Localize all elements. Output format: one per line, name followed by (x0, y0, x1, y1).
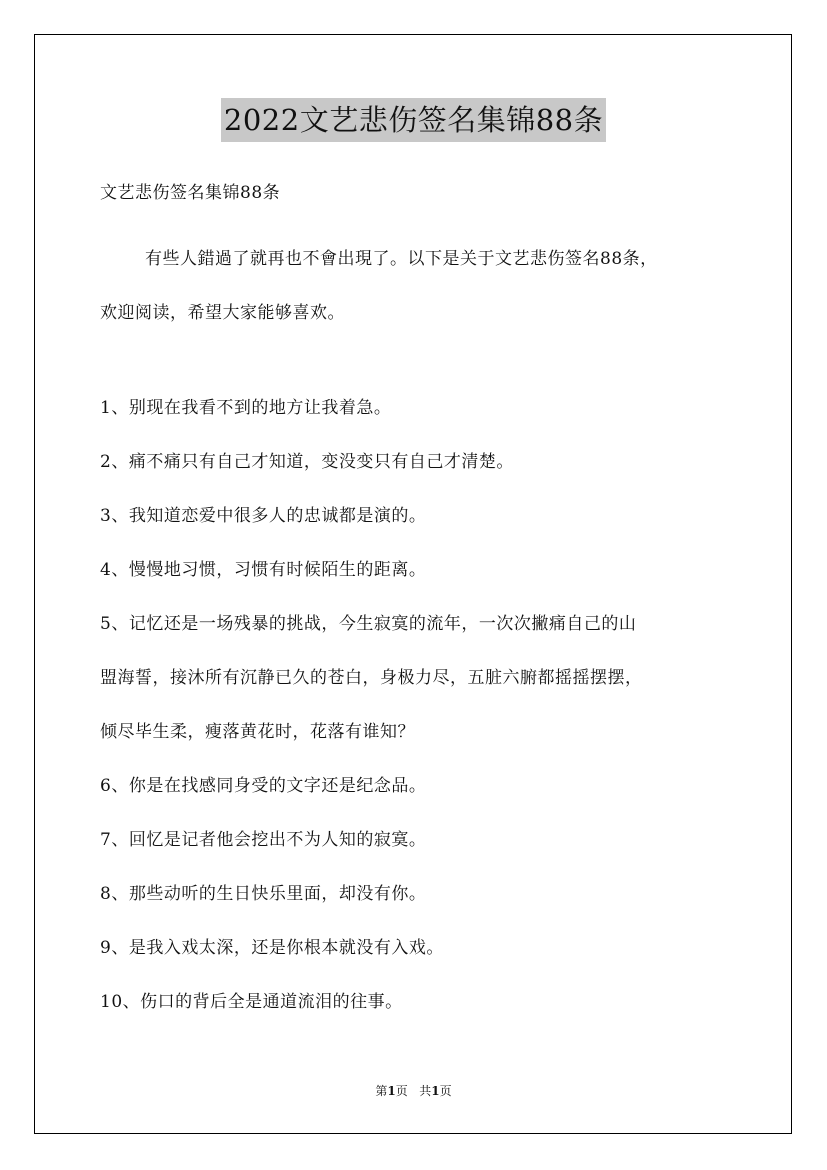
total-pages: 1 (431, 1084, 440, 1098)
list-item (100, 611, 750, 746)
list-item-text: 9、是我入戏太深，还是你根本就没有入戏。 (100, 938, 444, 958)
document-title: 2022文艺悲伤签名集锦88条 (221, 98, 606, 142)
title-container (0, 98, 827, 142)
signature-list (100, 395, 750, 1043)
list-item-text: 8、那些动听的生日快乐里面，却没有你。 (100, 884, 427, 904)
list-item (100, 395, 750, 422)
page-number-suffix: 页 (395, 1084, 408, 1098)
list-item-text: 7、回忆是记者他会挖出不为人知的寂寞。 (100, 830, 427, 850)
list-item-text: 3、我知道恋爱中很多人的忠诚都是演的。 (100, 506, 427, 526)
intro-paragraph (100, 232, 750, 340)
list-item (100, 989, 750, 1016)
list-item (100, 773, 750, 800)
list-item (100, 557, 750, 584)
page-number-prefix: 第 (375, 1084, 388, 1098)
list-item-text: 1、别现在我看不到的地方让我着急。 (100, 398, 392, 418)
total-pages-prefix: 共 (419, 1084, 432, 1098)
list-item-text: 4、慢慢地习惯，习惯有时候陌生的距离。 (100, 560, 427, 580)
intro-line: 有些人錯過了就再也不會出現了。以下是关于文艺悲伤签名88条， (145, 249, 658, 269)
list-item (100, 503, 750, 530)
list-item (100, 881, 750, 908)
list-item-text: 6、你是在找感同身受的文字还是纪念品。 (100, 776, 427, 796)
page-footer (0, 1082, 827, 1100)
document-subtitle: 文艺悲伤签名集锦88条 (100, 183, 281, 203)
list-item-text: 2、痛不痛只有自己才知道，变没变只有自己才清楚。 (100, 452, 514, 472)
list-item-text-continued: 倾尽毕生柔，瘦落黄花时，花落有谁知？ (100, 722, 415, 742)
list-item-text-continued: 盟海誓，接沐所有沉静已久的苍白，身极力尽，五脏六腑都摇摇摆摆， (100, 668, 643, 688)
list-item (100, 827, 750, 854)
intro-line: 欢迎阅读，希望大家能够喜欢。 (100, 303, 345, 323)
list-item (100, 449, 750, 476)
list-item (100, 935, 750, 962)
total-pages-suffix: 页 (439, 1084, 452, 1098)
list-item-text: 10、伤口的背后全是通道流泪的往事。 (100, 992, 403, 1012)
list-item-text: 5、记忆还是一场残暴的挑战，今生寂寞的流年，一次次撇痛自己的山 (100, 614, 637, 634)
page-number: 1 (387, 1084, 396, 1098)
